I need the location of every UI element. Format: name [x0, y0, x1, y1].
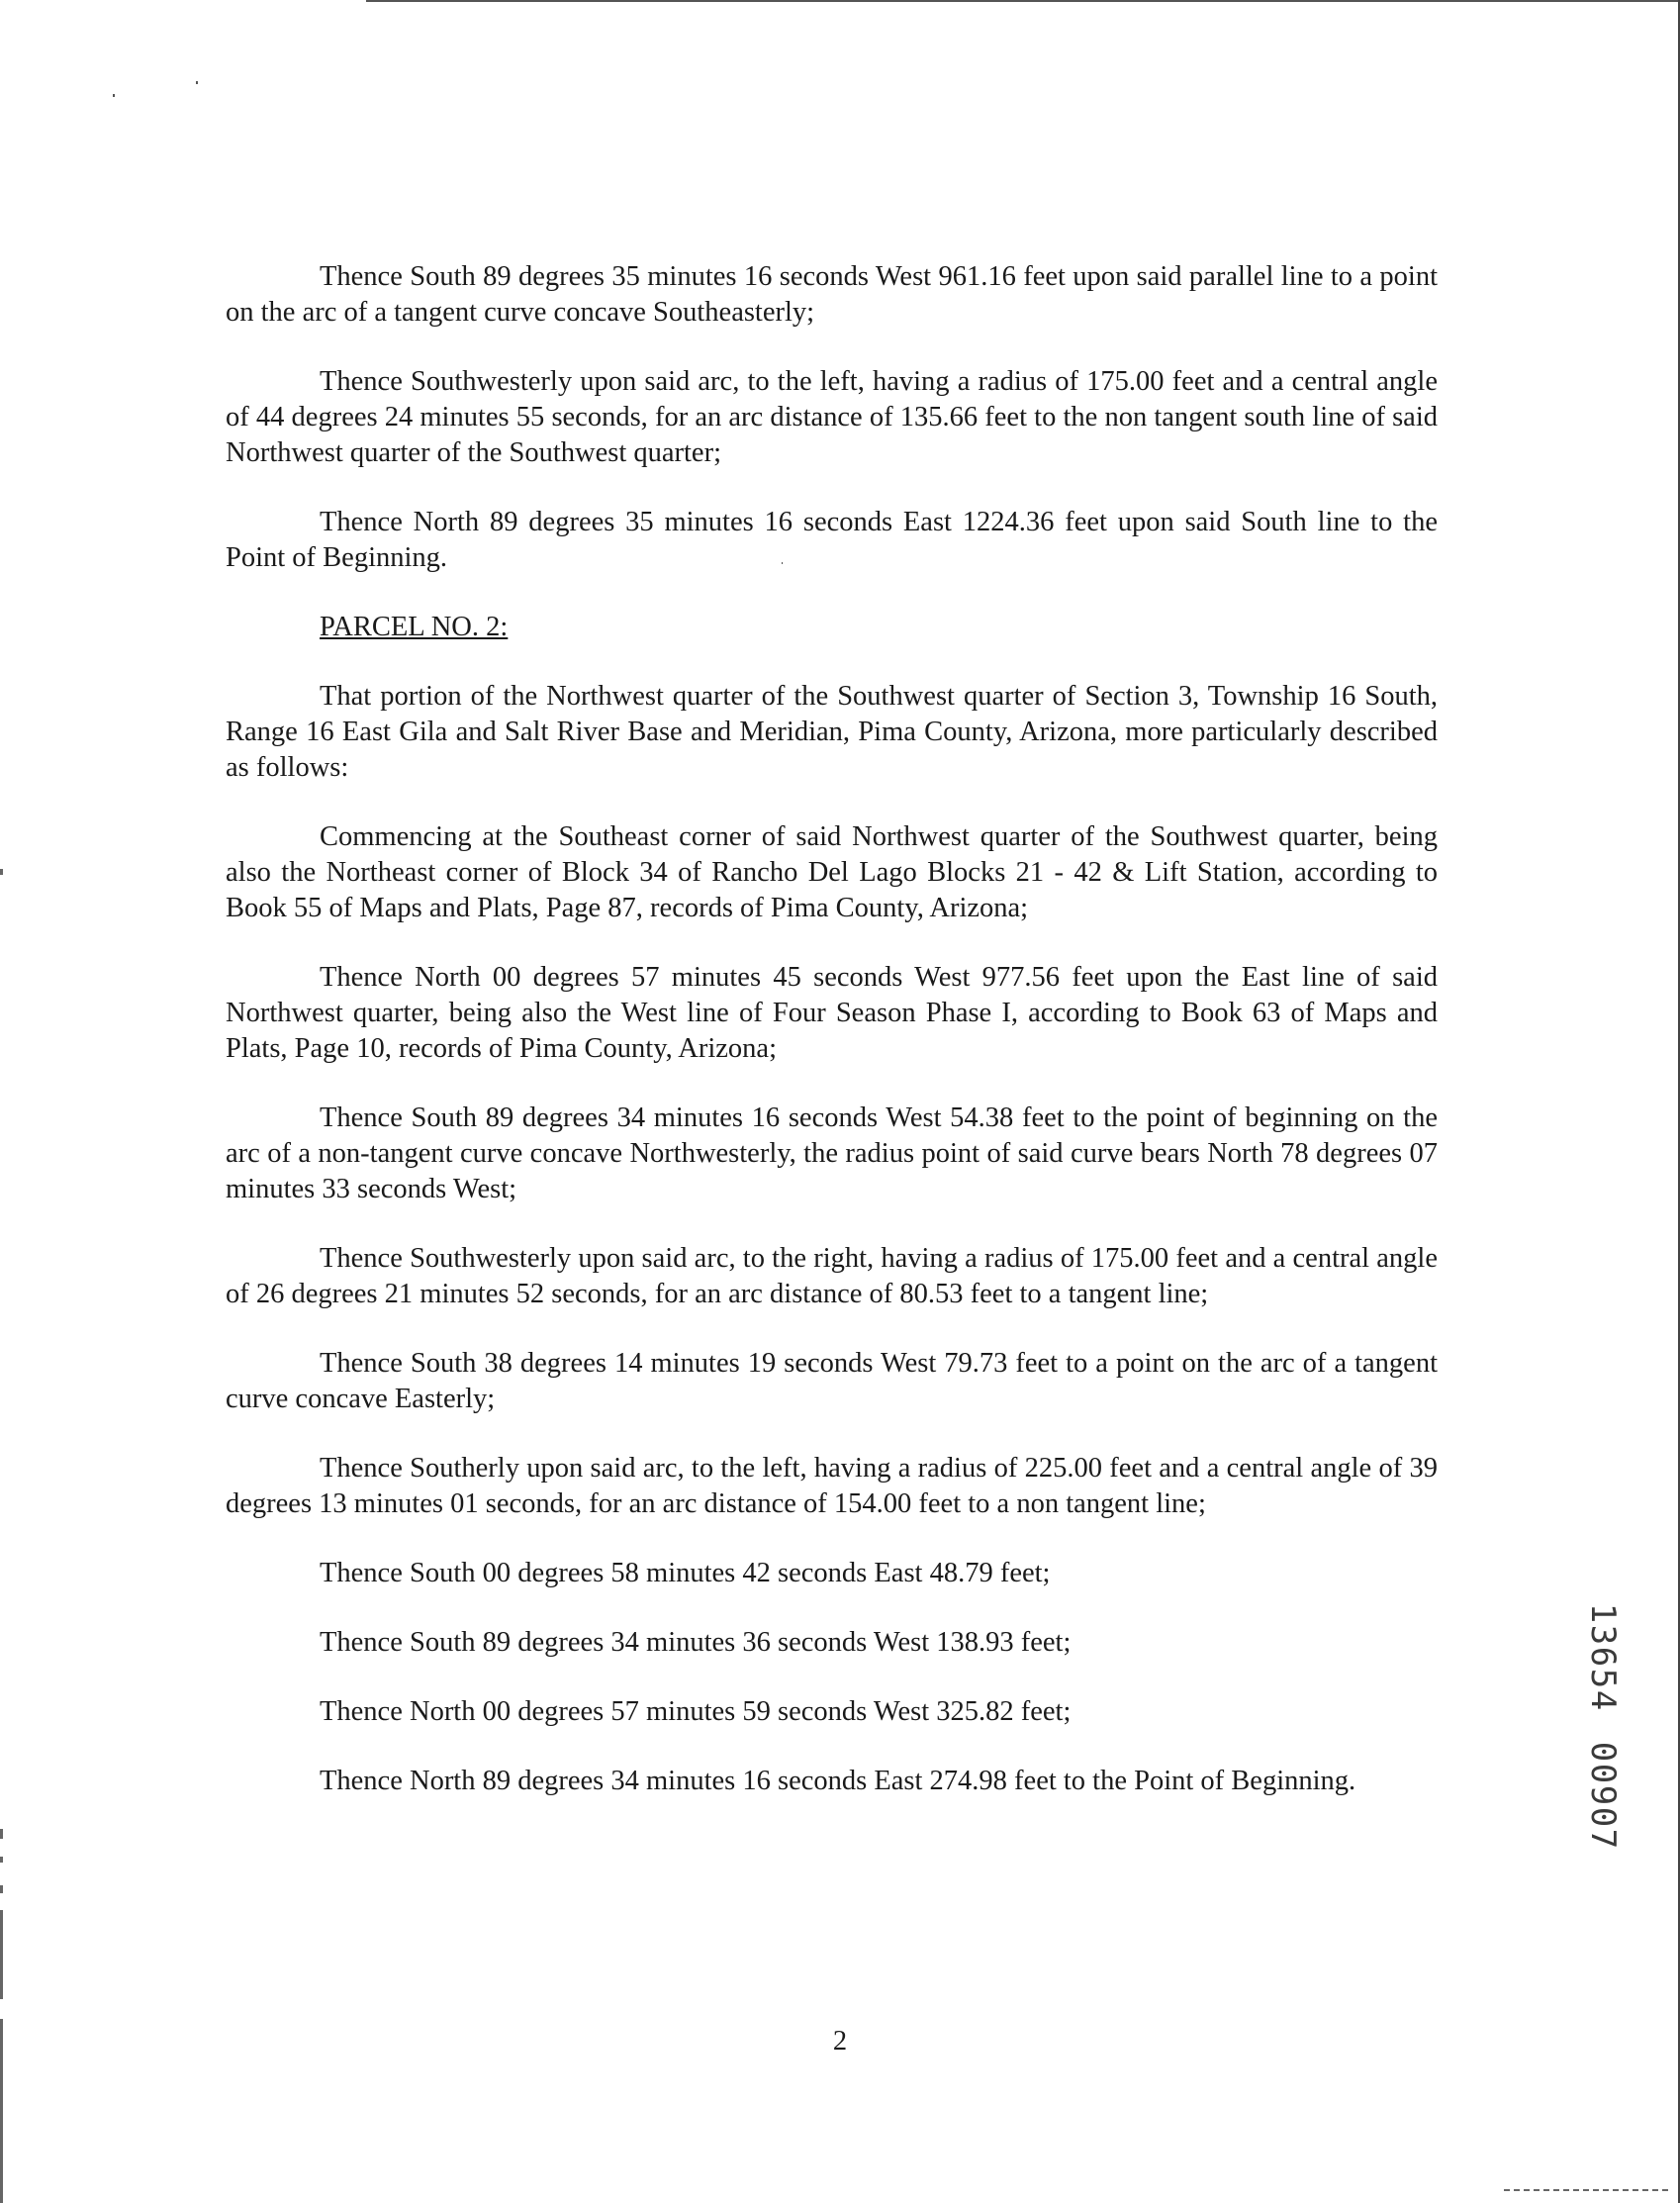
- stamp-char: 5: [1583, 1668, 1623, 1689]
- paragraph: Thence South 89 degrees 34 minutes 16 seconds West 54.38 feet to the point of beginning on the arc of a non-tangent curve concave Northwesterly, the radius point of said curve bears North 78 degrees 07 minutes 33 seconds West;: [226, 1102, 1438, 1204]
- stamp-char: 0: [1583, 1741, 1623, 1763]
- stamp-char: 7: [1583, 1828, 1623, 1850]
- recording-stamp: [1583, 1593, 1642, 1861]
- parcel-2-description: [226, 679, 1438, 1799]
- paragraph: Thence North 00 degrees 57 minutes 59 seconds West 325.82 feet;: [320, 1696, 1072, 1727]
- scan-bottom-edge-marks: [1504, 2189, 1672, 2191]
- paragraph: Thence Southwesterly upon said arc, to the left, having a radius of 175.00 feet and a central angle of 44 degrees 24 minutes 55 seconds, for an arc distance of 135.66 feet to the non tangent south line of said Northwest quarter of the Southwest quarter;: [226, 366, 1438, 468]
- paragraph: Thence South 89 degrees 35 minutes 16 seconds West 961.16 feet upon said parallel line to a point on the arc of a tangent curve concave Southeasterly;: [226, 261, 1438, 328]
- stamp-char: 1: [1583, 1602, 1623, 1624]
- page-number: 2: [832, 2026, 848, 2057]
- stamp-char: 0: [1583, 1806, 1623, 1828]
- paragraph: Thence North 89 degrees 35 minutes 16 seconds East 1224.36 feet upon said South line to the Point of Beginning.: [226, 507, 1438, 573]
- stamp-char: 9: [1583, 1784, 1623, 1806]
- parcel-1-continued: [226, 259, 1438, 576]
- legal-description-body: [226, 259, 1438, 1833]
- paragraph: Thence Southwesterly upon said arc, to the right, having a radius of 175.00 feet and a central angle of 26 degrees 21 minutes 52 seconds, for an arc distance of 80.53 feet to a tangent line;: [226, 1243, 1438, 1309]
- parcel-heading: PARCEL NO. 2:: [320, 612, 509, 642]
- paragraph: That portion of the Northwest quarter of the Southwest quarter of Section 3, Township 16 South, Range 16 East Gila and Salt River Base and Meridian, Pima County, Arizona, more particularly described as follows:: [226, 681, 1438, 783]
- stamp-char: 4: [1583, 1689, 1623, 1711]
- scan-left-edge-marks: [0, 0, 6, 2203]
- stamp-char: 3: [1583, 1624, 1623, 1646]
- paragraph: Thence Southerly upon said arc, to the left, having a radius of 225.00 feet and a central angle of 39 degrees 13 minutes 01 seconds, for an arc distance of 154.00 feet to a non tangent line;: [226, 1453, 1438, 1519]
- scan-top-edge: [366, 0, 1680, 2]
- stamp-char: 0: [1583, 1763, 1623, 1784]
- paragraph: Thence North 00 degrees 57 minutes 45 seconds West 977.56 feet upon the East line of said Northwest quarter, being also the West line of Four Season Phase I, according to Book 63 of Maps and Plats, Page 10, records of Pima County, Arizona;: [226, 962, 1438, 1064]
- paragraph: Thence North 89 degrees 34 minutes 16 seconds East 274.98 feet to the Point of Beginning.: [320, 1766, 1356, 1796]
- paragraph: Thence South 38 degrees 14 minutes 19 seconds West 79.73 feet to a point on the arc of a tangent curve concave Easterly;: [226, 1348, 1438, 1414]
- paragraph: Thence South 00 degrees 58 minutes 42 seconds East 48.79 feet;: [320, 1558, 1051, 1588]
- paragraph: Thence South 89 degrees 34 minutes 36 seconds West 138.93 feet;: [320, 1627, 1072, 1658]
- paragraph: Commencing at the Southeast corner of said Northwest quarter of the Southwest quarter, being also the Northeast corner of Block 34 of Rancho Del Lago Blocks 21 - 42 & Lift Station, according to Book 55 of Maps and Plats, Page 87, records of Pima County, Arizona;: [226, 821, 1438, 923]
- stamp-char: 6: [1583, 1646, 1623, 1668]
